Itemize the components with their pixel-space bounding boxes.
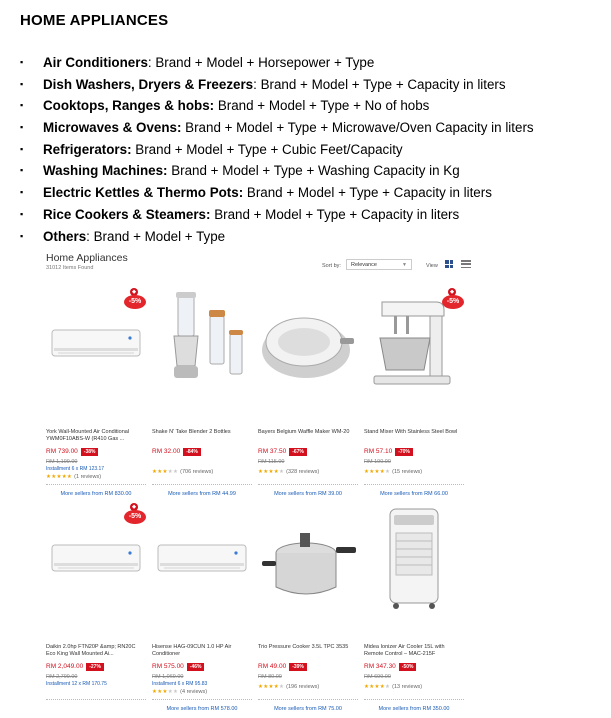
discount-percent: -39% [289, 663, 307, 671]
price-line [46, 663, 104, 672]
rule-category: Electric Kettles & Thermo Pots: [43, 185, 244, 201]
product-image[interactable] [152, 288, 252, 400]
more-sellers-link[interactable]: More sellers from RM 75.00 [274, 706, 342, 712]
star-rating-icon: ★★★★★ [152, 689, 179, 695]
rule-spec: Brand + Model + Type + Washing Capacity in Kg [167, 163, 460, 179]
price-line [258, 663, 307, 672]
star-rating-icon: ★★★★★ [46, 474, 73, 480]
discount-percent: -46% [187, 663, 205, 671]
review-count: (15 reviews) [392, 469, 423, 475]
product-name[interactable]: Midea Ionizer Air Cooler 15L with Remote Control – MAC-215F [364, 644, 445, 657]
card-divider [258, 484, 358, 485]
rule-spec: Brand + Model + Type + Capacity in liters [210, 206, 460, 222]
installment-text[interactable]: Installment 12 x RM 170.75 [46, 681, 107, 687]
bullet-icon: ▪ [20, 122, 24, 133]
product-image[interactable] [258, 288, 358, 400]
rule-category: Rice Cookers & Steamers: [43, 206, 211, 222]
product-price: RM 575.00 [152, 663, 184, 670]
rating [258, 469, 319, 475]
star-rating-icon: ★★★★★ [152, 469, 179, 475]
rating [364, 469, 422, 475]
original-price: RM 2,799.00 [46, 674, 78, 680]
rating [258, 684, 319, 690]
rule-item [20, 117, 534, 139]
original-price: RM 1,069.00 [152, 674, 184, 680]
star-rating-icon: ★★★★★ [364, 684, 391, 690]
bullet-icon: ▪ [20, 57, 24, 67]
product-card[interactable] [152, 503, 252, 718]
bullet-icon: ▪ [20, 100, 24, 111]
rule-category: Dish Washers, Dryers & Freezers [43, 76, 254, 92]
product-price: RM 739.00 [46, 448, 78, 455]
original-price: RM 1,199.00 [46, 459, 78, 465]
chevron-down-icon: ▼ [402, 262, 407, 268]
shop-heading: Home Appliances [46, 252, 128, 264]
installment-text[interactable]: Installment 6 x RM 95.83 [152, 681, 208, 687]
rule-spec: : Brand + Model + Horsepower + Type [147, 55, 375, 70]
review-count: (196 reviews) [286, 684, 320, 690]
discount-percent: -70% [395, 448, 413, 456]
store-logo-icon: ◆ [130, 503, 138, 511]
rating [152, 469, 213, 475]
more-sellers-link[interactable]: More sellers from RM 44.99 [168, 491, 236, 497]
card-divider [46, 484, 146, 485]
product-card[interactable] [46, 288, 146, 503]
card-divider [152, 484, 252, 485]
more-sellers-link[interactable]: More sellers from RM 350.00 [378, 706, 450, 712]
product-card[interactable] [364, 288, 464, 503]
product-card[interactable] [258, 503, 358, 718]
bullet-icon: ▪ [20, 187, 24, 198]
product-image[interactable] [152, 503, 252, 615]
badge-text: -5% [442, 295, 464, 309]
rule-category: Washing Machines: [43, 163, 168, 179]
page-title: HOME APPLIANCES [20, 12, 169, 29]
store-logo-icon: ◆ [448, 288, 456, 296]
more-sellers-link[interactable]: More sellers from RM 830.00 [60, 491, 132, 497]
rule-item [20, 139, 534, 161]
installment-text[interactable]: Installment 6 x RM 123.17 [46, 466, 105, 472]
original-price: RM 190.00 [364, 459, 391, 465]
rule-category: Others [43, 228, 87, 244]
card-divider [152, 699, 252, 700]
product-price: RM 32.00 [152, 448, 181, 455]
bullet-icon: ▪ [20, 143, 24, 154]
rule-category: Refrigerators: [43, 141, 132, 157]
discount-badge [124, 503, 146, 527]
original-price: RM 80.00 [258, 674, 282, 680]
rule-item [20, 182, 534, 204]
shop-screenshot [40, 250, 485, 712]
bullet-icon: ▪ [20, 78, 24, 89]
product-name[interactable]: Stand Mixer With Stainless Steel Bowl [364, 429, 458, 435]
discount-percent: -84% [183, 448, 201, 456]
rule-spec: Brand + Model + Type + Microwave/Oven Capacity in liters [181, 120, 534, 136]
rule-category: Air Conditioners [43, 55, 148, 70]
product-name[interactable]: Bayers Belgium Waffle Maker WM-20 [258, 429, 350, 435]
review-count: (4 reviews) [180, 689, 208, 695]
discount-percent: -67% [289, 448, 307, 456]
rating [152, 689, 207, 695]
review-count: (706 reviews) [180, 469, 214, 475]
product-card[interactable] [152, 288, 252, 503]
view-label: View [426, 263, 438, 269]
items-found-count: 31012 Items Found [46, 265, 94, 271]
price-line [152, 663, 204, 672]
rule-item [20, 74, 534, 96]
rule-item [20, 95, 534, 117]
discount-badge [442, 288, 464, 312]
card-divider [364, 484, 464, 485]
product-name[interactable]: Shake N' Take Blender 2 Bottles [152, 429, 231, 435]
product-image[interactable] [364, 503, 464, 615]
product-name[interactable]: Daikin 2.0hp FTN20P &amp; RN20C Eco King Wall Mounted Ai... [46, 644, 136, 657]
product-price: RM 37.50 [258, 448, 287, 455]
rule-item [20, 52, 534, 74]
product-price: RM 49.00 [258, 663, 287, 670]
price-line [258, 448, 307, 457]
rating [46, 474, 101, 480]
bullet-icon: ▪ [20, 230, 24, 241]
rule-category: Cooktops, Ranges & hobs: [43, 98, 215, 114]
sort-label: Sort by: [322, 263, 341, 269]
discount-badge [124, 288, 146, 312]
product-image[interactable] [258, 503, 358, 615]
badge-text: -5% [124, 295, 146, 309]
card-divider [258, 699, 358, 700]
price-line [152, 448, 201, 457]
product-price: RM 2,049.00 [46, 663, 84, 670]
naming-rules-list [20, 52, 534, 247]
rule-category: Microwaves & Ovens: [43, 120, 182, 136]
price-line [46, 448, 98, 457]
card-divider [46, 699, 146, 700]
product-name[interactable]: Trio Pressure Cooker 3.5L TPC 3535 [258, 644, 349, 650]
review-count: (1 reviews) [74, 474, 102, 480]
original-price: RM 115.00 [258, 459, 285, 465]
rule-item [20, 226, 534, 248]
rule-spec: Brand + Model + Type + Capacity in liters [243, 185, 492, 201]
star-rating-icon: ★★★★★ [364, 469, 391, 475]
rule-spec: : Brand + Model + Type + Capacity in liters [253, 76, 506, 92]
rule-item [20, 160, 534, 182]
discount-percent: -50% [399, 663, 417, 671]
product-name[interactable]: Hisense HAG-09CUN 1.0 HP Air Conditioner [152, 644, 232, 657]
rule-item [20, 204, 534, 226]
card-divider [364, 699, 464, 700]
more-sellers-link[interactable]: More sellers from RM 39.00 [274, 491, 342, 497]
product-price: RM 347.30 [364, 663, 396, 670]
more-sellers-link[interactable]: More sellers from RM 66.00 [380, 491, 448, 497]
discount-percent: -27% [86, 663, 104, 671]
bullet-icon: ▪ [20, 165, 24, 176]
product-card[interactable] [364, 503, 464, 718]
sort-value: Relevance [351, 262, 377, 268]
star-rating-icon: ★★★★★ [258, 469, 285, 475]
rule-spec: Brand + Model + Type + No of hobs [214, 98, 430, 114]
rule-spec: Brand + Model + Type + Cubic Feet/Capacity [131, 141, 403, 157]
discount-percent: -38% [81, 448, 99, 456]
product-name[interactable]: York Wall-Mounted Air Conditional YWM0F10ABS-W (R410 Gas ... [46, 429, 130, 442]
price-line [364, 663, 416, 672]
star-rating-icon: ★★★★★ [258, 684, 285, 690]
rating [364, 684, 422, 690]
badge-text: -5% [124, 510, 146, 524]
store-logo-icon: ◆ [130, 288, 138, 296]
list-view-icon[interactable] [461, 260, 471, 268]
product-card[interactable] [46, 503, 146, 718]
product-price: RM 57.10 [364, 448, 393, 455]
review-count: (328 reviews) [286, 469, 320, 475]
product-card[interactable] [258, 288, 358, 503]
grid-view-icon[interactable] [445, 260, 453, 268]
review-count: (13 reviews) [392, 684, 423, 690]
more-sellers-link[interactable]: More sellers from RM 578.00 [166, 706, 238, 712]
rule-spec: : Brand + Model + Type [86, 228, 226, 244]
price-line [364, 448, 413, 457]
bullet-icon: ▪ [20, 208, 24, 219]
original-price: RM 699.00 [364, 674, 391, 680]
sort-dropdown[interactable] [346, 259, 412, 270]
